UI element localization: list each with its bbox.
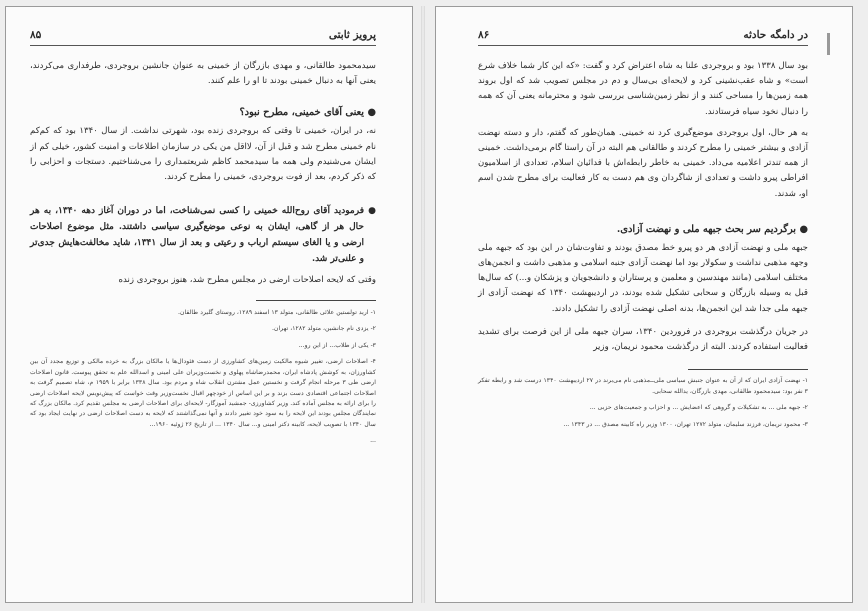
right-page-body	[478, 59, 808, 437]
left-question-heading	[30, 107, 376, 118]
left-page-header	[30, 29, 376, 46]
left-intro-paragraph: سیدمحمود طالقانی، و مهدی بازرگان از خمینی به عنوان جانشین بروجردی، طرفداری می‌کردند، یعنی آنها به دنبال خمینی بودند تا او را علم کنند.	[30, 61, 376, 87]
left-page-body	[30, 59, 376, 453]
footnote: ...	[370, 437, 376, 445]
page-edge-mark	[827, 33, 830, 55]
right-page-header	[478, 29, 808, 46]
bullet-icon: ●	[799, 223, 808, 235]
right-paragraph-2: به هر حال، اول بروجردی موضع‌گیری کرد نه خمینی. همان‌طور که گفتم، دار و دسته نهضت آزادی و بیشتر خمینی را مطرح کردند و طالقانی هم البته در آن راستا گام برمی‌داشت. خمینی از همه تندتر اعلامیه می‌داد. خمینی به خاطر رابطه‌اش با فدائیان اسلام، تعدادی از اسلامیون افراطی پیرو داشت و تعدادی از شاگردان وی هم دست به کار فعالیت برای مطرح شدن اسم او، شدند.	[478, 127, 808, 199]
left-bold-question-text: فرمودید آقای روح‌الله خمینی را کسی نمی‌شناخت، اما در دوران آغاز دهه ۱۳۴۰، به هر حال هر از گاهی، ایشان به نوعی موضع‌گیری سیاسی داشتند. مثل موضوع اصلاحات ارضی و یا الغای سیستم ارباب و رعیتی و بعد از سال ۱۳۴۱، شاید مخالفت‌هایش جدی‌تر و علنی‌تر شد.	[30, 206, 364, 265]
left-answer-paragraph-2: وقتی که لایحه اصلاحات ارضی در مجلس مطرح شد، هنوز بروجردی زنده	[118, 275, 376, 286]
footnote: ۲- یزدی نام جانشین، متولد ۱۲۸۲، تهران.	[272, 325, 376, 333]
right-footnotes	[478, 376, 808, 430]
footnote: ۲- جبهه ملی ... به تشکیلات و گروهی که اعضایش ... و احزاب و جمعیت‌های حزبی ...	[589, 404, 808, 412]
right-paragraph-3: جبهه ملی و نهضت آزادی هر دو پیرو خط مصدق بودند و تفاوت‌شان در این بود که جبهه ملی وجهه مذهبی نداشت و سکولار بود اما نهضت آزادی جنبه اسلامی و مذهبی داشت و انجمن‌های مختلف اسلامی (مانند مهندسین و معلمین و پرستاران و دانشجویان و پزشکان و...) که سال‌ها قبل به وسیله بازرگان و سحابی تشکیل شده بودند، در اردیبهشت ۱۳۴۰ که نهضت آزادی از جبهه ملی جدا شد این انجمن‌ها، بدنه اصلی نهضت آزادی را تشکیل دادند.	[478, 242, 809, 314]
left-bold-question	[30, 203, 376, 267]
right-page	[435, 6, 853, 603]
right-paragraph-4: در جریان درگذشت بروجردی در فروردین ۱۳۴۰، سران جبهه ملی از این فرصت برای تشدید فعالیت استفاده کردند. البته از درگذشت محمود نریمان، وزیر	[478, 326, 808, 353]
footnote-divider	[688, 369, 808, 370]
right-running-title: در دامگه حادثه	[743, 29, 808, 41]
footnote: ۴- اصلاحات ارضی، تغییر شیوه مالکیت زمین‌های کشاورزی از دست فئودال‌ها یا مالکان بزرگ به خرده مالکی و توزیع مجدد آن بین کشاورزان، به کوشش پادشاه ایران، محمدرضاشاه پهلوی و نخست‌وزیران علی امینی و اسدالله علم به تحقق پیوست. قانون اصلاحات ارضی طی ۳ مرحله انجام گرفت و نخستین عمل مشترن انقلاب شاه و مردم بود. سال ۱۳۳۸ برابر با ۱۹۵۹ م، شاه تصمیم گرفت به اصلاحات اجتماعی اقتصادی دست بزند و بر این اساس از خودچهر اقبال نخست‌وزیر وقت خواست که پیش‌نویس لایحه اصلاحات ارضی را برای ارائه به مجلس آماده کند. وزیر کشاورزی- جمشید آموزگار- لایحه‌ای برای اصلاحات ارضی به مجلس تقدیم کرد. مالکان بزرگ که نمایندگان مجلس بودند این لایحه را به سود خود تغییر دادند و آنها نمی‌گذاشتند که لایحه به دست اصلاحات ارضی در نهایت ایجاد بود که سال ۱۳۴۰ با تصویب لایحه، کابینه دکتر امینی و... سال ۱۳۴۰ ... از تاریخ ۲۶ ژوئیه ۱۹۶۰...	[30, 358, 376, 428]
left-footnotes	[30, 308, 376, 447]
right-question-text: برگردیم سر بحث جبهه ملی و نهضت آزادی.	[616, 223, 796, 235]
footnote: ۱- ارید تولستین علائی طالقانی، متولد ۱۳ اسفند ۱۲۸۹، روستای گلیرد طالقان.	[178, 308, 376, 316]
footnote: ۳- یکی از طلاب... از این رو...	[298, 341, 376, 349]
bullet-icon: ●	[367, 107, 376, 119]
left-answer-paragraph: نه، در ایران، خمینی تا وقتی که بروجردی زنده بود، شهرتی نداشت. از سال ۱۳۴۰ بود که کم‌کم نام خمینی مطرح شد و قبل از آن، لااقل من یکی در سازمان اطلاعات و امنیت کشور، خیلی کم از ایشان می‌شنیدم ولی همه ما سیدمحمد کاظم شریعتمداری را می‌شناختیم. دستجات و احزابی را که ذکر کردم، بعد از فوت بروجردی، خمینی را مطرح کردند.	[30, 126, 376, 183]
footnote: ۱- نهضت آزادی ایران که از آن به عنوان جنبش سیاسی ملی‌ــ‌مذهبی نام می‌برند در ۲۷ اردیبهشت ۱۳۴۰ درست شد و رابطه تفکر ۳ نفر بود: سیدمحمود طالقانی، مهدی بازرگان، یدالله سحابی.	[478, 377, 809, 395]
book-spine	[421, 6, 425, 603]
left-page-number: ۸۵	[30, 29, 42, 41]
right-question-heading	[478, 224, 808, 235]
footnote: ۳- محمود نریمان، فرزند سلیمان، متولد ۱۲۷۲ تهران، ۱۳۰۰ وزیر راه کابینه مصدق ... در ۱۳۴۳ ...	[563, 421, 808, 429]
right-paragraph-1: بود سال ۱۳۳۸ بود و بروجردی علنا به شاه اعتراض کرد و گفت: «که این کار شما خلاف شرع است» و شاه عقب‌نشینی کرد و لایحه‌ای بی‌سال و دم در مجلس تصویب شد که اول بروند همه زمین‌ها را مساحی کنند و از نظر زمین‌شناسی بررسی شود و محترمانه یعنی آن که همه را دنبال نخود سیاه فرستادند.	[478, 61, 809, 117]
left-running-title: پرویز ثابتی	[328, 29, 376, 41]
right-page-number: ۸۶	[478, 29, 490, 41]
footnote-divider	[256, 300, 376, 301]
bullet-icon: ●	[368, 206, 376, 217]
left-question-text: یعنی آقای خمینی، مطرح نبود؟	[239, 107, 364, 119]
left-page	[5, 6, 413, 603]
